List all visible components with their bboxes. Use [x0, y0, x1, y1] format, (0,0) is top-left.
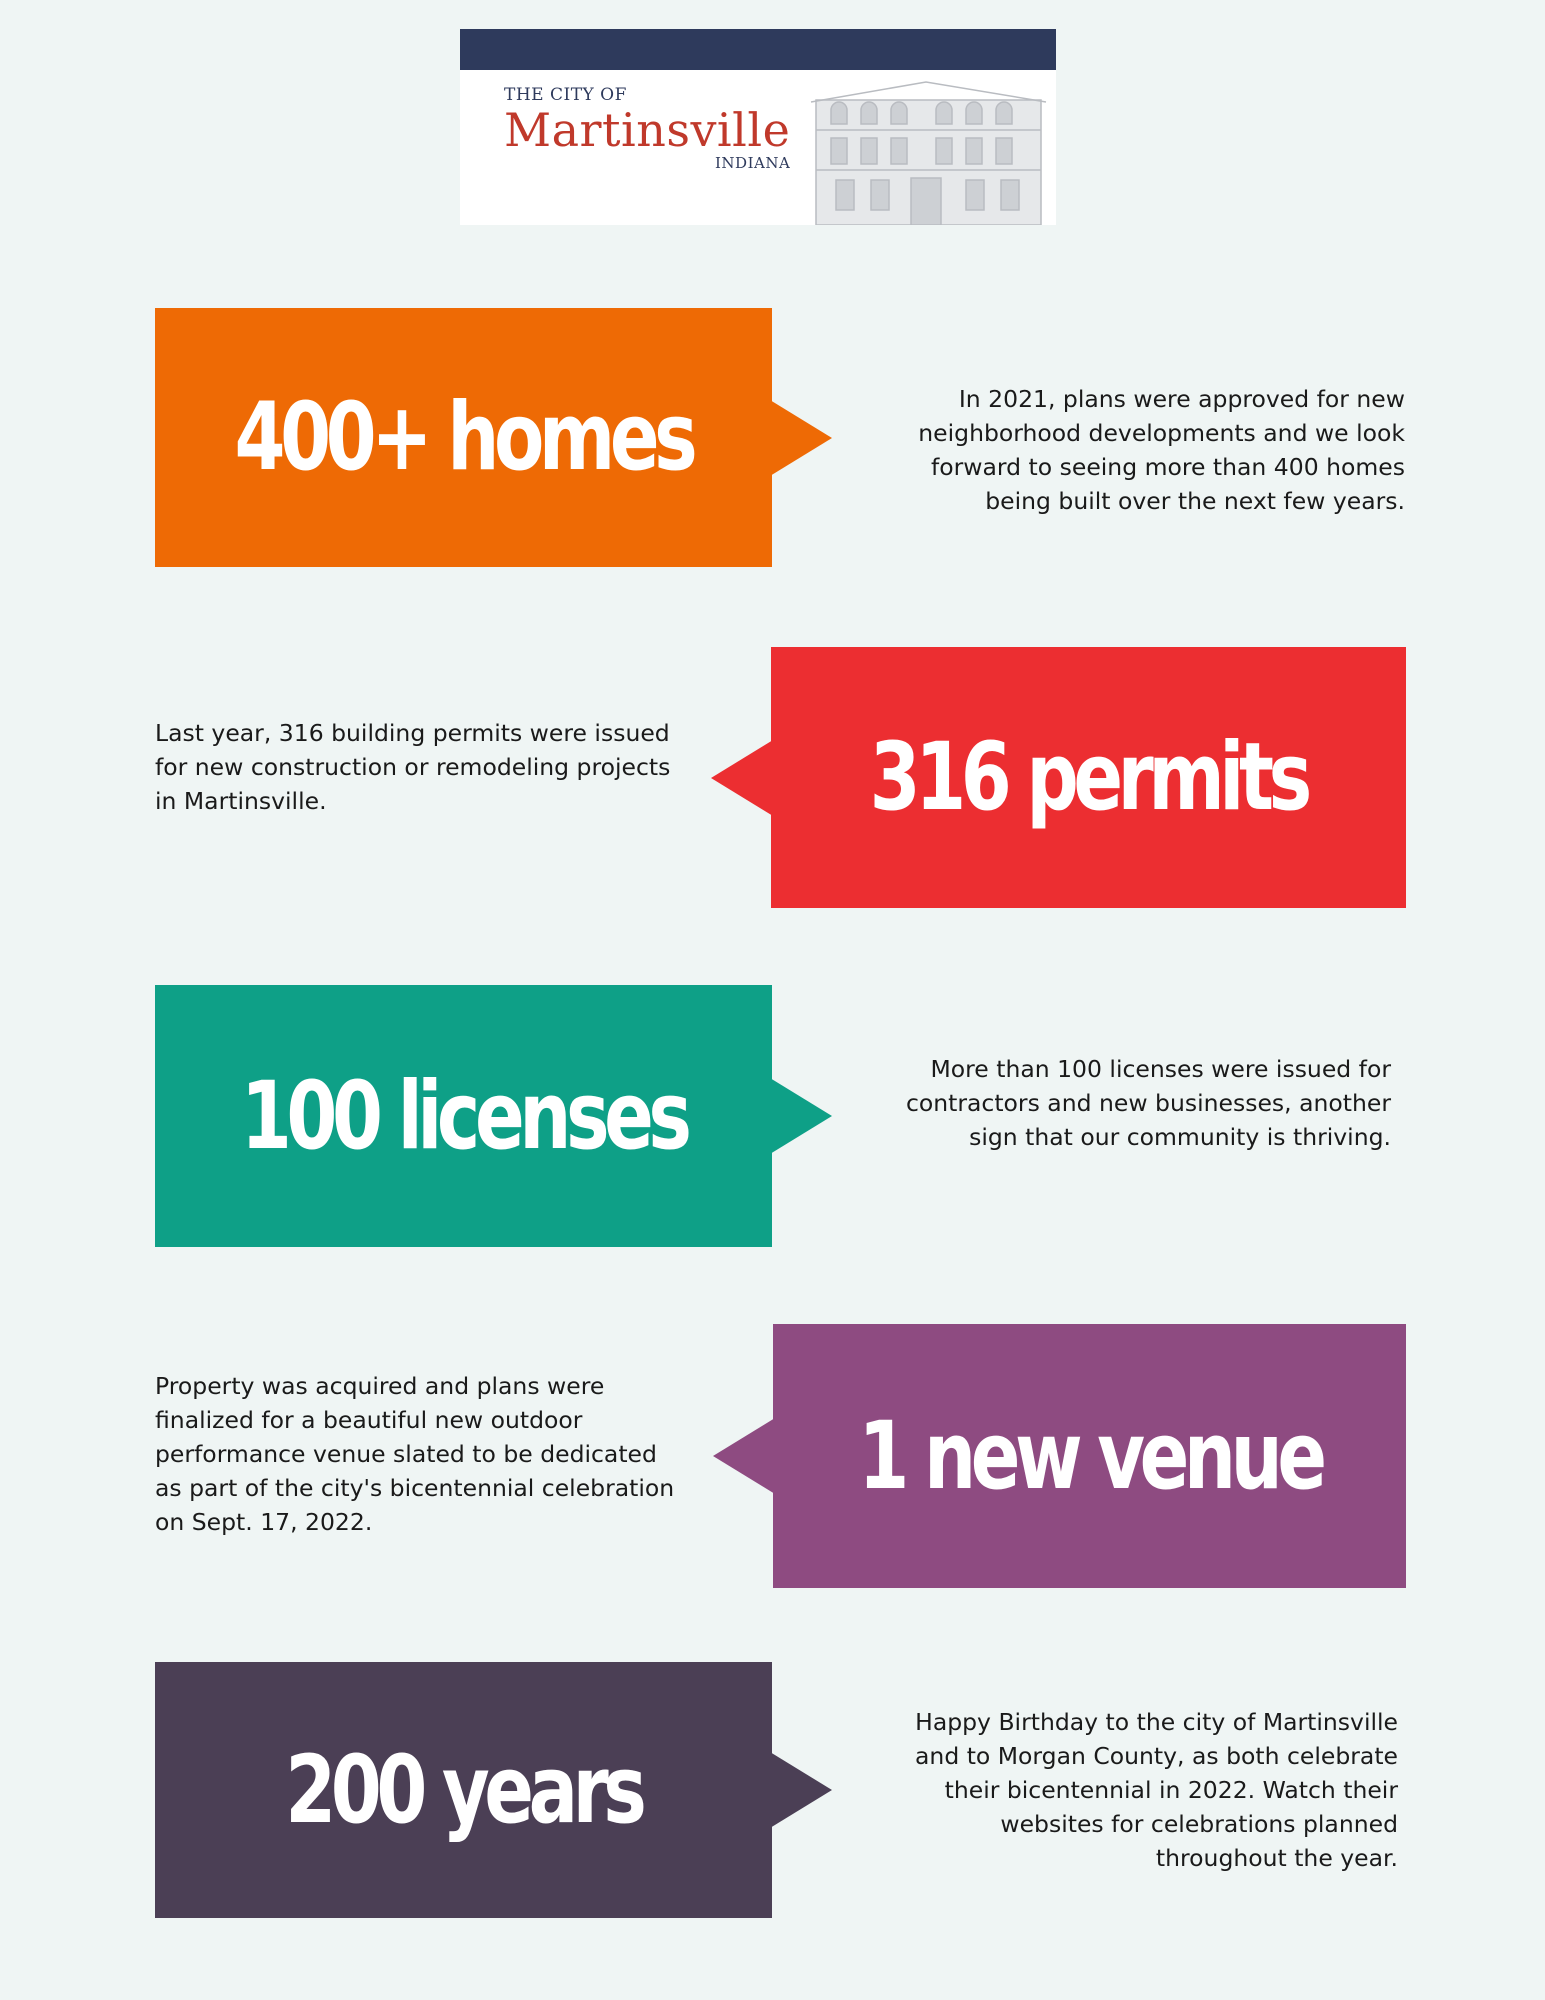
- pointer-arrow: [770, 400, 832, 476]
- logo-top-bar: [460, 29, 1056, 70]
- stat-label: 200 years: [285, 1735, 642, 1845]
- stat-description: Happy Birthday to the city of Martinsville and to Morgan County, as both celebrate their bicentennial in 2022. Watch their websites for celebrations planned throughout the year.: [915, 1708, 1398, 1872]
- pointer-arrow: [770, 1752, 832, 1828]
- stat-box-venue: [773, 1324, 1406, 1588]
- logo-city-name: Martinsville: [504, 103, 791, 157]
- stat-description: More than 100 licenses were issued for contractors and new businesses, another sign that our community is thriving.: [905, 1055, 1391, 1151]
- stat-label: 1 new venue: [857, 1401, 1322, 1511]
- logo-pretitle: THE CITY OF: [504, 85, 627, 105]
- stat-label: 316 permits: [869, 723, 1308, 832]
- pointer-arrow: [711, 740, 773, 816]
- stat-description: In 2021, plans were approved for new neighborhood developments and we look forward to seeing more than 400 homes being built over the next few years.: [918, 385, 1405, 515]
- logo-wordmark: [504, 85, 790, 171]
- stat-description: Last year, 316 building permits were issued for new construction or remodeling projects in Martinsville.: [155, 719, 671, 815]
- stat-description: Property was acquired and plans were finalized for a beautiful new outdoor performance venue slated to be dedicated as part of the city's bicentennial celebration on Sept. 17, 2022.: [155, 1372, 675, 1536]
- pointer-arrow: [770, 1078, 832, 1154]
- stat-box-licenses: [155, 985, 772, 1247]
- stat-box-homes: [155, 308, 772, 567]
- city-logo: [460, 29, 1056, 225]
- pointer-arrow: [713, 1418, 775, 1494]
- stat-box-years: [155, 1662, 772, 1918]
- city-hall-building-icon: [796, 70, 1056, 225]
- stat-label: 400+ homes: [234, 383, 693, 492]
- logo-state: INDIANA: [715, 154, 791, 172]
- stat-label: 100 licenses: [240, 1061, 687, 1171]
- stat-box-permits: [771, 647, 1406, 908]
